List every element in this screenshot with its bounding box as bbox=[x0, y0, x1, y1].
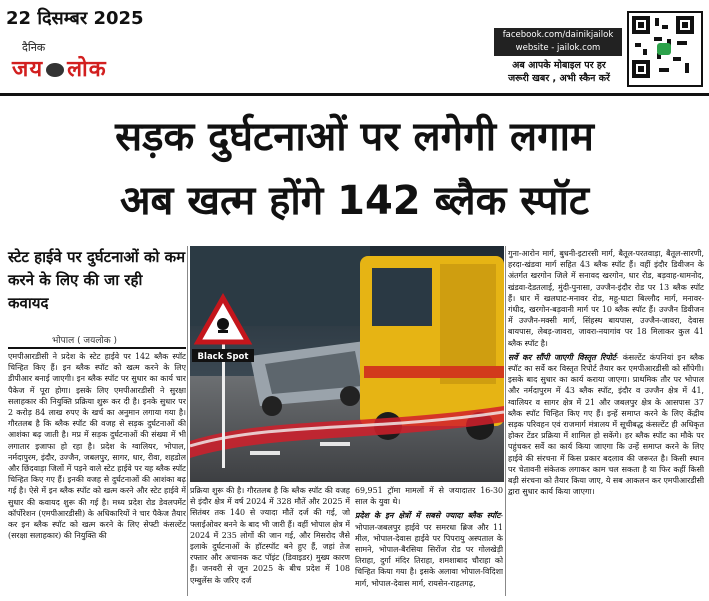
article-column-3 bbox=[355, 485, 503, 597]
headline-line-1: सड़क दुर्घटनाओं पर लगेगी लगाम bbox=[115, 114, 594, 160]
byline-divider bbox=[8, 347, 186, 349]
column-3-text: - भोपाल-जबलपुर हाईवे पर समरधा ब्रिज और 11 मील, भोपाल-देवास हाईवे पर पिपरायु अस्पताल के सामने, भोपाल-बैरसिया सिरोंज रोड पर गोलखेड़ी तिराहा, दुर्गा मंदिर तिराहा, शमशाबाद चौराहा को चिन्हित किया गया है। इसके अलावा भोपाल-विदिशा मार्ग, भोपाल-देवास मार्ग, रायसेन-राहतगढ़, bbox=[355, 511, 503, 588]
masthead-divider bbox=[0, 93, 709, 96]
newspaper-logo bbox=[12, 53, 107, 83]
facebook-link[interactable]: facebook.com/dainikjailok bbox=[502, 30, 614, 40]
qr-code-icon[interactable] bbox=[627, 11, 703, 87]
brand-prefix: दैनिक bbox=[22, 41, 46, 54]
column-4-text-b: - कंसल्टेंट कंपनियां इन ब्लैक स्पॉट का सर्वे कर विस्तृत रिपोर्ट तैयार कर एमपीआरडीसी को सौंपेगी। इसके बाद सुधार का कार्य कराया जाएगा। प्राथमिक तौर पर भोपाल और नर्मदापुरम में 43 ब्लैक स्पॉट, इंदौर व उज्जैन क्षेत्र में 41, ग्वालियर व सागर क्षेत्र में 21 और जबलपुर क्षेत्र के आसपास 37 ब्लैक स्पॉट चिन्हित किए गए हैं। इन्हें समाप्त करने के लिए केंद्रीय सड़क परिवहन एवं राजमार्ग मंत्रालय में सूचीबद्ध कंसल्टेंट ही अधिकृत होकर टेंडर प्रक्रिया में शामिल हो सकेंगे। हर ब्लैक स्पॉट का मौके पर पहुंचकर सर्वे का कार्य किया जाएगा कि उन्हें समाप्त करने के लिए हाईवे की संरचना में किस प्रकार बदलाव की जरूरत है। किसी स्थान पर चेतावनी संकेतक लगाकर काम चल सकता है या फिर कहीं किसी बड़ी संरचना को तैयार किया जाए, ये सब आकलन कर एमपीआरडीसी द्वारा सुधार कार्य किया जाएगा। bbox=[508, 352, 704, 497]
logo-word-right: लोक bbox=[67, 57, 107, 82]
article-column-2 bbox=[190, 485, 350, 597]
accident-photo bbox=[190, 246, 504, 482]
website-link[interactable]: website - jailok.com bbox=[515, 43, 601, 53]
column-3-lead: 69,951 ट्रॉमा मामलों में से जयादातर 16-30 साल के युवा थे। bbox=[355, 486, 503, 507]
column-3-subhead: प्रदेश के इन क्षेत्रों में सबसे ज्यादा ब्लैक स्पॉट bbox=[355, 511, 501, 521]
column-1-text: एमपीआरडीसी ने प्रदेश के स्टेट हाईवे पर 142 ब्लैक स्पॉट चिन्हित किए हैं। इन ब्लैक स्पॉट को खत्म करने के लिए डीपीआर बनाई जाएगी। इन ब्लैक स्पॉट पर सुधार का कार्य चार पैकेज में पूरा होगा। इसके लिए एमपीआरडीसी ने सुरक्षा सलाहकार की नियुक्ति प्रक्रिया शुरू कर दी है। इनके सुधार पर 2 करोड़ 84 लाख रुपए के खर्च का अनुमान लगाया गया है। गौरतलब है कि ब्लैक स्पॉट की वजह से सड़क दुर्घटनाओं की आशंका बढ़ जाती है। मप्र में सड़क दुर्घटनाओं की संख्या में भी लगातार इजाफा हो रहा है। प्रदेश के ग्वालियर, भोपाल, नर्मदापुरम, इंदौर, उज्जैन, जबलपुर, सागर, धार, रीवा, शहडोल और छिंदवाड़ा जिलों में पड़ने वाले स्टेट हाईवे पर यह ब्लैक स्पॉट चिन्हित किए गए हैं। इनकी वजह से दुर्घटनाओं की आशंका बढ़ गई है। ऐसे में इन ब्लैक स्पॉट को खत्म करने और स्टेट हाईवे में सुधार की कवायद शुरू की गई है। मध्य प्रदेश रोड डेवलपमेंट कॉर्पोरेशन (एमपीआरडीसी) के अधिकारियों ने चार पैकेज तैयार कर इन ब्लैक स्पॉट को खत्म करने के लिए सेफ्टी कंसल्टेंट (सरक्षा सलाहकार) की नियुक्ति की bbox=[8, 352, 186, 541]
article-subhead: स्टेट हाईवे पर दुर्घटनाओं को कम करने के लिए की जा रही कवायद bbox=[8, 248, 186, 312]
column-4-text: गुना-आरोन मार्ग, बुधनी-इटारसी मार्ग, बैतूल-परतवाड़ा, बैतूल-सारणी, हरदा-खंडवा मार्ग सहित 43 ब्लैक स्पॉट हैं। वहीं इंदौर डिवीजन के अंतर्गत खरगोन जिले में सनावद खरगोन, धार रोड, बड़वाह-धामनोद, खंडवा-देडतलाई, मुंदी-पुनासा, उज्जैन-इंदौर रोड पर 13 ब्लैक स्पॉट हैं। धार में खलघाट-मनावर रोड, महू-घाटा बिल्लौद मार्ग, मनावर-गंधीद, खरगोन-बड़वानी मार्ग पर 10 ब्लैक स्पॉट हैं। उज्जैन डिवीजन में उज्जैन-मक्सी मार्ग, सिंहस्थ बायपास, उज्जैन-जावरा, देवास बायपास, लेबड़-जावरा, जावरा-नयागांव पर 18 मिलाकर कुल 41 ब्लैक स्पॉट है। bbox=[508, 249, 704, 348]
promo-line-1: अब आपके मोबाइल पर हर bbox=[512, 60, 606, 71]
column-rule-1 bbox=[187, 246, 188, 596]
column-4-subhead: सर्वे कर सौंपी जाएगी विस्तृत रिपोर्ट bbox=[508, 352, 616, 362]
promo-line-2: जरूरी खबर , अभी स्कैन करें bbox=[508, 73, 610, 84]
logo-mark-icon bbox=[46, 63, 64, 77]
edition-date: 22 दिसम्बर 2025 bbox=[6, 8, 144, 29]
black-spot-sign-label: Black Spot bbox=[197, 352, 249, 362]
logo-word-left: जय bbox=[12, 57, 44, 82]
article-column-1 bbox=[8, 351, 186, 597]
social-links-box bbox=[494, 28, 622, 56]
column-2-text: प्रक्रिया शुरू की है। गौरतलब है कि ब्लैक स्पॉट की वजह से इंदौर क्षेत्र में वर्ष 2024 में 328 मौतें और 2025 में सितंबर तक 140 से ज्यादा मौतें दर्ज की गई, जो फ्लाईओवर बनने के बाद भी जारी हैं। वहीं भोपाल क्षेत्र में 2024 में 235 लोगों की जान गई, और मिसरोद जैसे इलाके दुर्घटनाओं के हॉटस्पॉट बने हुए हैं, जहां तेज रफ्तार और अचानक कट पॉइंट (डिवाइडर) मुख्य कारण हैं। जनवरी से जून 2025 के बीच प्रदेश में 108 एम्बुलेंस के जरिए दर्ज bbox=[190, 486, 350, 585]
article-column-4 bbox=[508, 248, 704, 598]
byline: भोपाल ( जयलोक ) bbox=[52, 336, 118, 346]
scan-promo bbox=[497, 59, 621, 85]
column-rule-2 bbox=[505, 246, 506, 596]
headline-line-2: अब खत्म होंगे 142 ब्लैक स्पॉट bbox=[119, 178, 590, 224]
